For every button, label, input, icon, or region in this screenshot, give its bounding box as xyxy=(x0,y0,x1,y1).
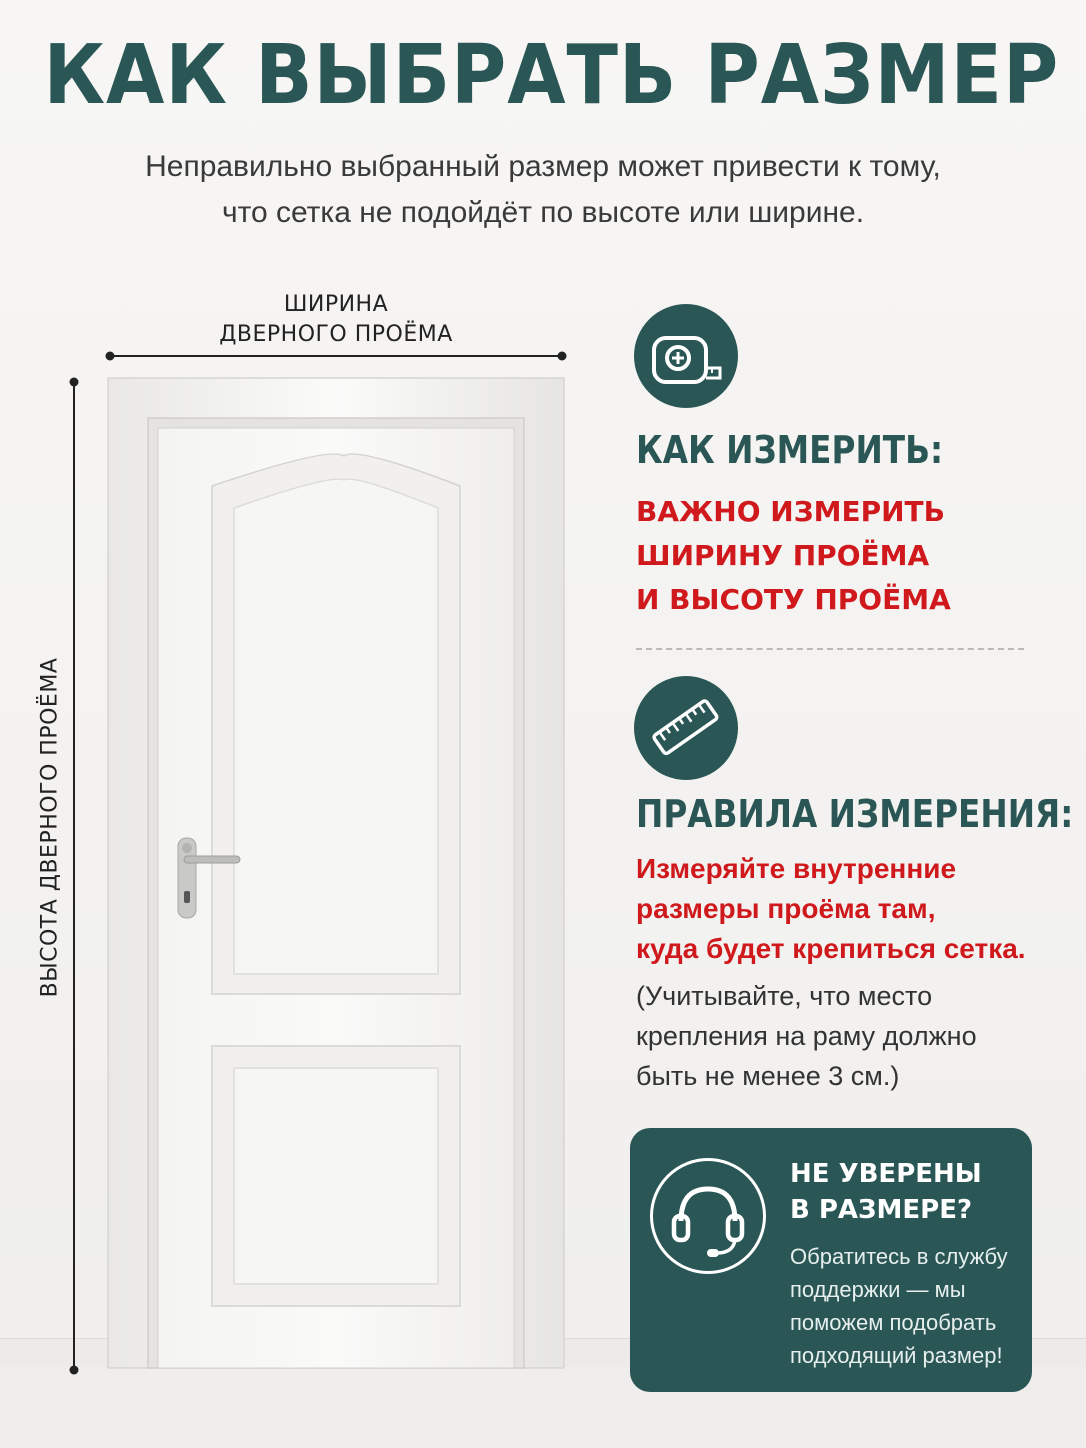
width-dimension-line xyxy=(100,348,572,364)
support-text xyxy=(790,1240,1008,1372)
rules-red-line-3: куда будет крепиться сетка. xyxy=(636,933,1026,964)
rules-note-line-3: быть не менее 3 см.) xyxy=(636,1061,900,1091)
how-to-measure-line-3: И ВЫСОТУ ПРОЁМА xyxy=(636,583,951,616)
support-title-line-1: НЕ УВЕРЕНЫ xyxy=(790,1159,982,1189)
rules-red-line-2: размеры проёма там, xyxy=(636,893,936,924)
page-title: КАК ВЫБРАТЬ РАЗМЕР xyxy=(43,28,1060,123)
support-text-line-1: Обратитесь в службу xyxy=(790,1244,1008,1269)
subtitle-line-1: Неправильно выбранный размер может привести к тому, xyxy=(145,150,941,183)
support-title-line-2: В РАЗМЕРЕ? xyxy=(790,1195,973,1225)
how-to-measure-line-2: ШИРИНУ ПРОЁМА xyxy=(636,539,930,572)
how-to-measure-heading: КАК ИЗМЕРИТЬ: xyxy=(636,428,944,472)
door-illustration xyxy=(100,376,572,1376)
ruler-icon xyxy=(634,676,738,780)
baseboard-left xyxy=(0,1338,110,1367)
support-title xyxy=(790,1156,982,1228)
rules-red-line-1: Измеряйте внутренние xyxy=(636,853,957,884)
height-label: ВЫСОТА ДВЕРНОГО ПРОЁМА xyxy=(37,657,63,998)
width-label-line-2: ДВЕРНОГО ПРОЁМА xyxy=(219,322,453,347)
rules-heading: ПРАВИЛА ИЗМЕРЕНИЯ: xyxy=(636,792,1074,836)
how-to-measure-line-1: ВАЖНО ИЗМЕРИТЬ xyxy=(636,495,945,528)
height-dimension-line xyxy=(66,374,82,1378)
subtitle-line-2: что сетка не подойдёт по высоте или ширине. xyxy=(221,196,865,229)
support-text-line-3: поможем подобрать xyxy=(790,1310,997,1335)
tape-measure-icon xyxy=(634,304,738,408)
section-divider xyxy=(636,648,1024,650)
support-text-line-4: подходящий размер! xyxy=(790,1343,1003,1368)
support-text-line-2: поддержки — мы xyxy=(790,1277,966,1302)
width-label-line-1: ШИРИНА xyxy=(283,292,389,317)
headset-icon xyxy=(650,1158,766,1274)
rules-note-line-2: крепления на раму должно xyxy=(636,1021,977,1051)
rules-note-line-1: (Учитывайте, что место xyxy=(636,981,933,1011)
